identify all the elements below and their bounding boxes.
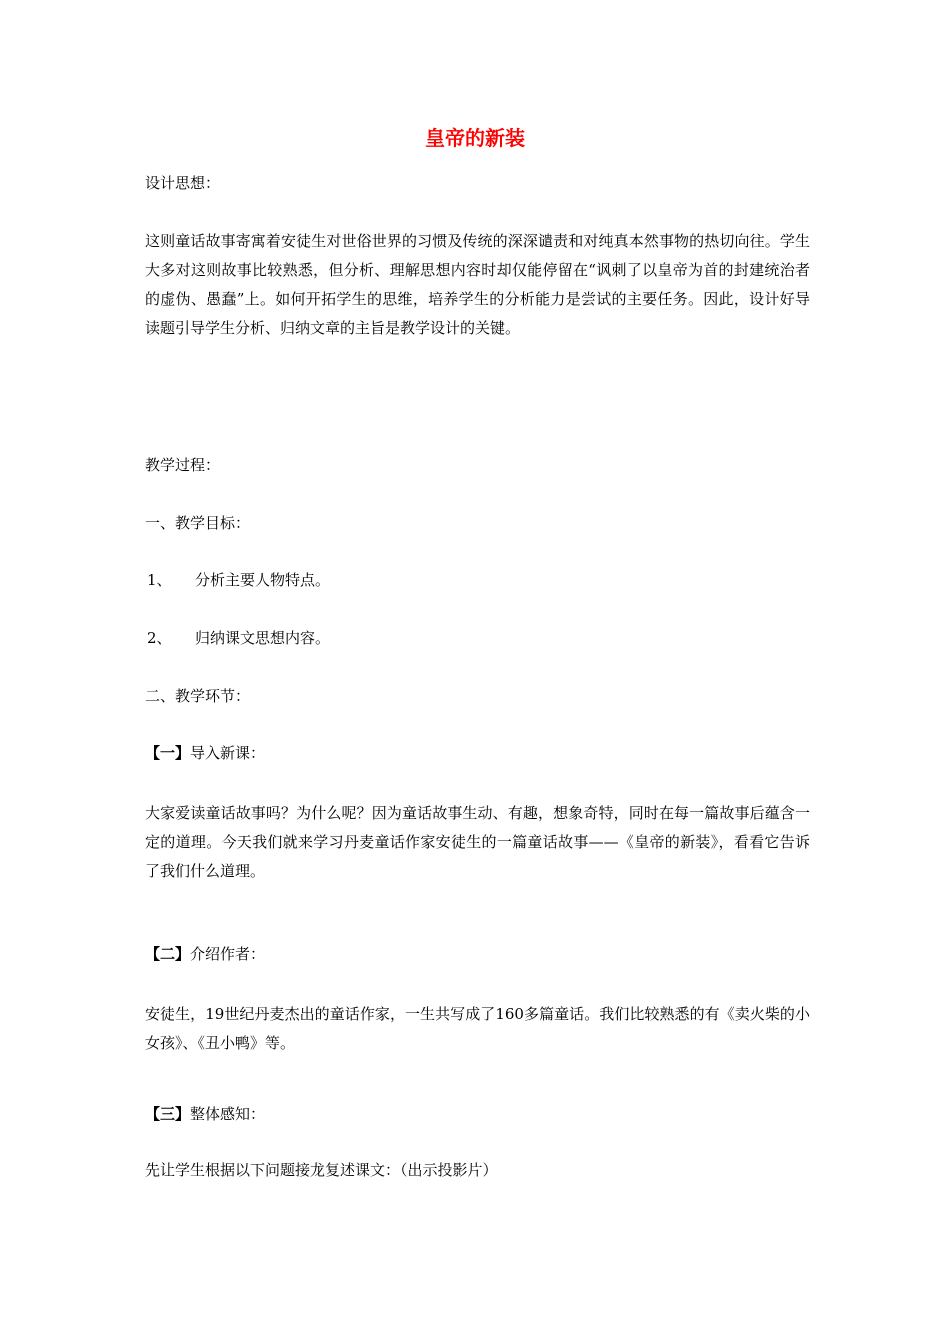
steps-heading: 二、教学环节： — [145, 687, 251, 705]
section1-paragraph: 大家爱读童话故事吗？为什么呢？因为童话故事生动、有趣，想象奇特，同时在每一篇故事后蕴含一定的道理。今天我们就来学习丹麦童话作家安徒生的一篇童话故事——《皇帝的新装》，看看它告诉了我们什么道理。 — [145, 804, 810, 880]
section-bracket: 【二】 — [145, 945, 191, 963]
design-label: 设计思想： — [145, 174, 221, 192]
section-heading-3 — [145, 1104, 265, 1124]
goal-text: 分析主要人物特点。 — [195, 571, 331, 589]
document-title: 皇帝的新装 — [425, 126, 525, 150]
goal-item — [147, 570, 330, 590]
section-heading-1 — [145, 743, 265, 763]
goal-number: 2、 — [147, 629, 172, 647]
design-paragraph: 这则童话故事寄寓着安徒生对世俗世界的习惯及传统的深深谴责和对纯真本然事物的热切向往。学生大多对这则故事比较熟悉，但分析、理解思想内容时却仅能停留在“讽刺了以皇帝为首的封建统治者的虚伪、愚蠢”上。如何开拓学生的思维，培养学生的分析能力是尝试的主要任务。因此，设计好导读题引导学生分析、归纳文章的主旨是教学设计的关键。 — [145, 232, 810, 337]
goals-heading: 一、教学目标： — [145, 514, 251, 532]
section2-paragraph: 安徒生，19世纪丹麦杰出的童话作家，一生共写成了160多篇童话。我们比较熟悉的有《卖火柴的小女孩》、《丑小鸭》等。 — [145, 1005, 810, 1052]
section-heading-2 — [145, 944, 265, 964]
section-bracket: 【一】 — [145, 744, 191, 762]
section3-line: 先让学生根据以下问题接龙复述课文：（出示投影片） — [145, 1161, 498, 1179]
section-bracket: 【三】 — [145, 1105, 191, 1123]
section-label: 导入新课： — [190, 744, 266, 762]
section-label: 介绍作者： — [190, 945, 266, 963]
goal-number: 1、 — [147, 571, 172, 589]
section-label: 整体感知： — [190, 1105, 266, 1123]
goal-text: 归纳课文思想内容。 — [195, 629, 331, 647]
process-label: 教学过程： — [145, 456, 221, 474]
goal-item — [147, 628, 330, 648]
